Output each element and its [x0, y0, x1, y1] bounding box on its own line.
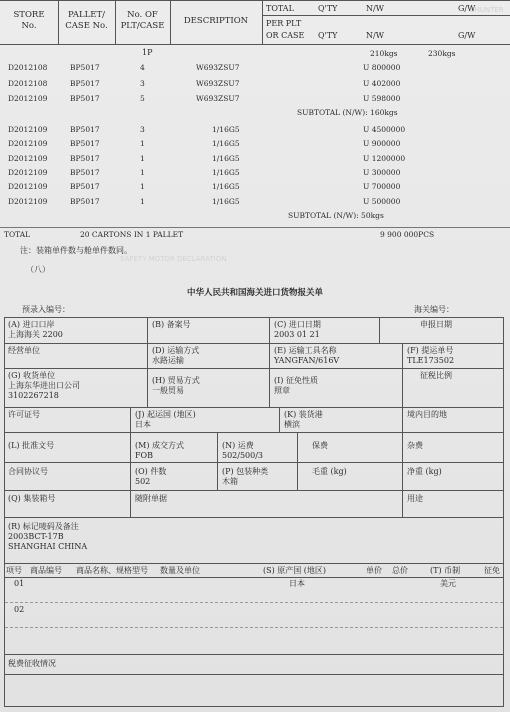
goods-item-1-origin: 日本 [289, 579, 305, 588]
header-no-of-plt: No. OF PLT/CASE [120, 10, 165, 31]
subtotal-2: SUBTOTAL (N/W): 50kgs [288, 211, 384, 220]
gw-total: 230kgs [428, 49, 456, 58]
customs-no: 海关编号： [414, 305, 454, 314]
row-quantity: U 800000 [363, 63, 401, 72]
goods-item-2-no: 02 [14, 605, 25, 614]
header-per-plt: PER PLT [266, 19, 302, 28]
field-net-weight: 净重 (kg) [407, 467, 442, 476]
row-quantity: U 4500000 [363, 125, 406, 134]
row-pallet: BP5017 [70, 167, 100, 177]
row-pallet: BP5017 [70, 153, 100, 163]
row-store: D2012109 [8, 167, 48, 177]
ghost-text: SAFETY MOTOR DECLARATION [120, 255, 227, 263]
header-qty-2: Q'TY [318, 31, 338, 40]
row-pallet: BP5017 [70, 196, 100, 206]
row-pallet: BP5017 [70, 125, 100, 134]
field-transport-mode: (D) 运输方式 水路运输 [152, 346, 200, 365]
field-operator: 经营单位 [8, 346, 40, 355]
row-store: D2012109 [8, 182, 48, 192]
row-description: 1/16G5 [212, 153, 240, 163]
field-bl-no: (F) 提运单号 TLE173502 [407, 346, 455, 365]
row-plt-count: 3 [140, 78, 145, 88]
row-quantity: U 900000 [363, 139, 401, 149]
field-record-no: (B) 备案号 [152, 320, 191, 329]
header-gw-2: G/W [458, 31, 476, 40]
form-title: 中华人民共和国海关进口货物报关单 [186, 288, 323, 298]
header-description: DESCRIPTION [183, 16, 249, 26]
row-plt-count: 1 [140, 153, 145, 163]
field-approval-no: (L) 批准文号 [8, 441, 55, 450]
row-quantity: U 300000 [363, 167, 401, 177]
row-plt-count: 5 [140, 94, 145, 103]
ghost-text: SHUNTER [470, 6, 504, 14]
header-nw: N/W [366, 4, 384, 13]
row-store: D2012108 [8, 63, 48, 72]
header-or-case: OR CASE [266, 31, 305, 40]
field-origin-country: (J) 起运国 (地区) 日本 [135, 410, 196, 429]
row-plt-count: 4 [140, 63, 145, 72]
row-description: W693ZSU7 [196, 94, 240, 103]
row-description: 1/16G5 [212, 167, 240, 177]
goods-item-1-no: 01 [14, 579, 25, 588]
field-tax-collection: 税费征收情况 [8, 659, 56, 668]
field-import-date: (C) 进口日期 2003 01 21 [274, 320, 321, 339]
row-store: D2012108 [8, 78, 48, 88]
field-exemption-nature: (I) 征免性质 照章 [274, 376, 318, 395]
row-quantity: U 700000 [363, 182, 401, 192]
field-tax-ratio: 征税比例 [420, 371, 452, 380]
goods-col-item-no: 项号 [6, 566, 22, 575]
goods-col-currency: (T) 币制 [430, 566, 461, 575]
field-insurance: 保费 [312, 441, 328, 450]
field-trade-mode: (H) 贸易方式 一般贸易 [152, 376, 200, 395]
row-plt-count: 1 [140, 196, 145, 206]
subtotal-1: SUBTOTAL (N/W): 160kgs [297, 108, 398, 117]
goods-col-qty-unit: 数量及单位 [160, 566, 200, 575]
row-store: D2012109 [8, 94, 48, 103]
field-loading-port: (K) 装货港 横滨 [284, 410, 323, 429]
total-label: TOTAL [4, 230, 31, 239]
field-container-no: (Q) 集装箱号 [8, 494, 56, 503]
field-attached-docs: 随附单据 [135, 494, 167, 503]
goods-col-name: 商品名称、规格型号 [76, 566, 148, 575]
field-pieces: (O) 件数 502 [135, 467, 167, 486]
field-misc-fee: 杂费 [407, 441, 423, 450]
row-plt-count: 3 [140, 125, 145, 134]
field-freight: (N) 运费 502/500/3 [222, 441, 264, 460]
goods-col-total-price: 总价 [392, 566, 408, 575]
row-description: 1/16G5 [212, 125, 240, 134]
row-quantity: U 1200000 [363, 153, 406, 163]
goods-col-unit-price: 单价 [366, 566, 382, 575]
row-plt-count: 1 [140, 182, 145, 192]
row-pallet: BP5017 [70, 63, 100, 72]
header-gw: G/W [458, 4, 476, 13]
row-description: 1/16G5 [212, 182, 240, 192]
goods-col-code: 商品编号 [30, 566, 62, 575]
row-quantity: U 402000 [363, 78, 401, 88]
field-package-type: (P) 包装种类 木箱 [222, 467, 269, 486]
row-description: W693ZSU7 [196, 63, 240, 72]
section-label: （八） [26, 265, 50, 274]
row-pallet: BP5017 [70, 78, 100, 88]
field-usage: 用途 [407, 494, 423, 503]
header-pallet: PALLET/ CASE No. [65, 10, 108, 31]
row-pallet: BP5017 [70, 139, 100, 149]
header-qty: Q'TY [318, 4, 338, 13]
header-nw-2: N/W [366, 31, 384, 40]
goods-col-exemption: 征免 [484, 566, 500, 575]
total-cartons: 20 CARTONS IN 1 PALLET [80, 230, 184, 239]
nw-total: 210kgs [370, 49, 398, 58]
field-gross-weight: 毛重 (kg) [312, 467, 347, 476]
row-description: 1/16G5 [212, 196, 240, 206]
row-plt-count: 1 [140, 139, 145, 149]
goods-col-origin: (S) 原产国 (地区) [263, 566, 327, 575]
field-contract-no: 合同协议号 [8, 467, 48, 476]
field-consignee: (G) 收货单位 上海东华进出口公司 3102267218 [8, 371, 80, 400]
row-store: D2012109 [8, 125, 48, 134]
row-plt-count: 1 [140, 167, 145, 177]
field-marks-remarks: (R) 标记唛码及备注 2003BCT-17B SHANGHAI CHINA [8, 522, 88, 551]
field-declare-date: 申报日期 [420, 320, 452, 329]
note-text: 注：装箱单件数与舱单件数同。 [20, 246, 132, 255]
field-license-no: 许可证号 [8, 410, 40, 419]
plt-label: 1P [142, 48, 153, 57]
row-pallet: BP5017 [70, 94, 100, 103]
row-store: D2012109 [8, 196, 48, 206]
row-store: D2012109 [8, 139, 48, 149]
row-quantity: U 598000 [363, 94, 401, 103]
pre-entry-no: 预录入编号： [22, 305, 70, 314]
header-total: TOTAL [266, 4, 294, 13]
row-store: D2012109 [8, 153, 48, 163]
row-quantity: U 500000 [363, 196, 401, 206]
field-deal-mode: (M) 成交方式 FOB [135, 441, 184, 460]
row-description: W693ZSU7 [196, 78, 240, 88]
row-description: 1/16G5 [212, 139, 240, 149]
field-domestic-destination: 境内目的地 [407, 410, 447, 419]
row-pallet: BP5017 [70, 182, 100, 192]
header-store: STORE No. [13, 10, 45, 31]
field-import-port: (A) 进口口岸 上海海关 2200 [8, 320, 63, 339]
field-vessel-name: (E) 运输工具名称 YANGFAN/616V [274, 346, 340, 365]
total-pcs: 9 900 000PCS [380, 230, 435, 239]
goods-item-1-currency: 美元 [440, 579, 456, 588]
